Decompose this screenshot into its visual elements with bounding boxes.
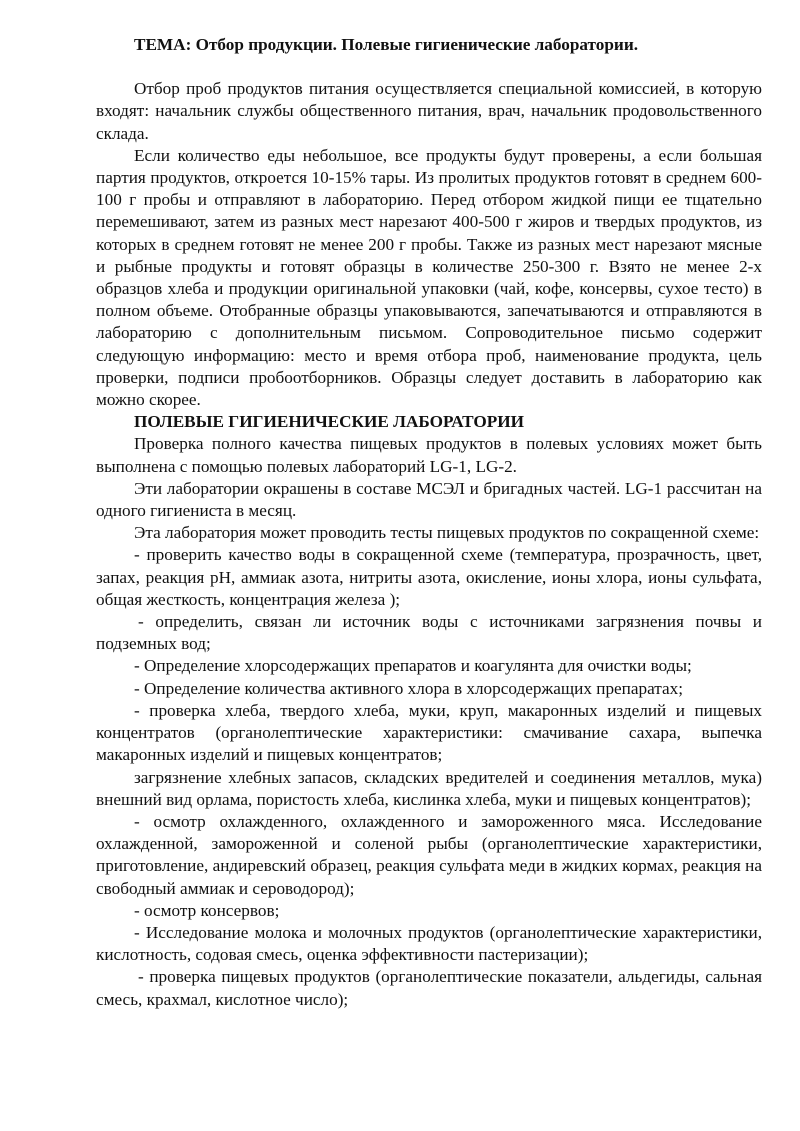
list-item-grain-contamination: загрязнение хлебных запасов, складских вредителей и соединения металлов, мука) внешний вид орлама, пористость хлеба, кислинка хлеба, муки и пищевых концентратов); xyxy=(96,767,762,809)
paragraph-field-labs: Проверка полного качества пищевых продуктов в полевых условиях может быть выполнена с помощью полевых лабораторий LG-1, LG-2. xyxy=(96,434,762,476)
paragraph-sampling-procedure: Если количество еды небольшое, все продукты будут проверены, а если большая партия продуктов, откроется 10-15% тары. Из пролитых продуктов готовят в среднем 600-100 г пробы и отправляют в лабораторию. Перед отбором жидкой пищи ее тщательно перемешивают, затем из разных мест нарезают 400-500 г жиров и твердых продуктов, из которых в среднем готовят не менее 200 г пробы. Также из разных мест нарезают мясные и рыбные продукты и готовят образцы в количестве 250-300 г. Взято не менее 2-х образцов хлеба и продукции оригинальной упаковки (чай, кофе, консервы, сухое тесто) в полном объеме. Отобранные образцы упаковываются, запечатываются и отправляются в лабораторию с дополнительным письмом. Сопроводительное письмо содержит следующую информацию: место и время отбора проб, наименование продукта, цель проверки, подписи пробоотборников. Образцы следует доставить в лабораторию как можно скорее. xyxy=(96,145,762,410)
list-item-milk-products: - Исследование молока и молочных продуктов (органолептические характеристики, кислотность, содовая смесь, оценка эффективности пастеризации); xyxy=(96,922,762,965)
section-heading: ПОЛЕВЫЕ ГИГИЕНИЧЕСКИЕ ЛАБОРАТОРИИ xyxy=(134,412,525,432)
paragraph-lab-tests-intro: Эта лаборатория может проводить тесты пищевых продуктов по сокращенной схеме: xyxy=(134,523,760,543)
list-item-active-chlorine: - Определение количества активного хлора в хлорсодержащих препаратах; xyxy=(134,678,683,698)
list-item-canned-goods: - осмотр консервов; xyxy=(134,900,280,920)
list-item-chlorine-preparations: - Определение хлорсодержащих препаратов и коагулянта для очистки воды; xyxy=(134,656,692,676)
list-item-meat-fish: - осмотр охлажденного, охлажденного и замороженного мяса. Исследование охлажденной, замороженной и соленой рыбы (органолептические характеристики, приготовление, андиревский образец, реакция сульфата меди в жидких кормах, реакция на свободный аммиак и сероводород); xyxy=(96,811,762,898)
paragraph-sampling-commission: Отбор проб продуктов питания осуществляется специальной комиссией, в которую входят: начальник службы общественного питания, врач, начальник продовольственного склада. xyxy=(96,79,762,143)
paragraph-lab-composition: Эти лаборатории окрашены в составе МСЭЛ и бригадных частей. LG-1 рассчитан на одного гигиениста в месяц. xyxy=(96,478,762,521)
list-item-water-source: - определить, связан ли источник воды с источниками загрязнения почвы и подземных вод; xyxy=(96,612,762,654)
list-item-food-products: - проверка пищевых продуктов (органолептические показатели, альдегиды, сальная смесь, крахмал, кислотное число); xyxy=(96,967,762,1009)
document-title: ТЕМА: Отбор продукции. Полевые гигиенические лаборатории. xyxy=(134,35,639,54)
list-item-bread-check: - проверка хлеба, твердого хлеба, муки, круп, макаронных изделий и пищевых концентратов (органолептические характеристики: смачивание сахара, выпечка макаронных изделий и пищевых концентратов; xyxy=(96,700,762,765)
list-item-water-quality: - проверить качество воды в сокращенной схеме (температура, прозрачность, цвет, запах, реакция pH, аммиак азота, нитриты азота, окисление, ионы хлора, ионы сульфата, общая жесткость, концентрация железа ); xyxy=(96,545,762,609)
